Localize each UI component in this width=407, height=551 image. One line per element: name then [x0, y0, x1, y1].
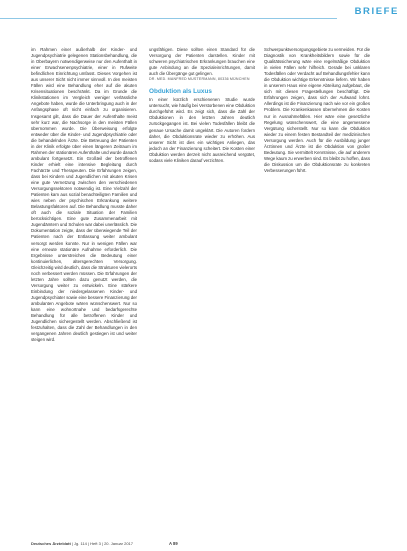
- page-number: A 89: [169, 541, 178, 546]
- section-title: BRIEFE: [354, 6, 399, 17]
- journal-citation: [31, 541, 133, 546]
- page-footer: [31, 541, 377, 549]
- letter-author-reference: DR. MED. MANFRED MUSTERMANN, 80336 MÜNCHEN: [149, 77, 250, 82]
- header-rule: [0, 18, 337, 19]
- letter-body-text: In einer kürzlich erschienenen Studie wurde untersucht, wie häufig bei Verstorbenen eine Obduktion durchgeführt wird. Es zeigt sich, dass die Zahl der Obduktionen in den letzten Jahren deutlich zurückgegangen ist. Bei vielen Todesfällen bleibt die genaue Ursache damit ungeklärt. Die Autoren fordern daher, die Obduktionsrate wieder zu erhöhen. Aus unserer Sicht ist dies ein wichtiges Anliegen, das jedoch an der Finanzierung scheitert. Die Kosten einer Obduktion werden derzeit nicht ausreichend vergütet, sodass viele Kliniken darauf verzichten.: [149, 97, 255, 163]
- text-column-2: [149, 47, 255, 164]
- letter-continuation-text: ungsfähigen. Diese sollten einen Standard für die Versorgung der Patienten darstellen. Kinder mit schweren psychiatrischen Erkrankungen brauchen eine gute Anbindung an die Spezialeinrichtungen, damit auch die Übergänge gut gelingen.: [149, 47, 255, 77]
- text-column-3: [264, 47, 370, 174]
- section-header: [0, 0, 407, 24]
- text-column-1: [31, 47, 137, 343]
- letter-body-text: im Rahmen einer außerhalb der Kinder- und Jugendpsychiatrie gelegenen Stationsbehandlung, die in Oberbayern notwendigerweise nur den Aufenthalt in einer Erwachsenenpsychiatrie, einer in Rufweite befindlichen Einrichtung umfasst. Dieses Vorgehen ist aus unserer Sicht nicht immer sinnvoll. In den meisten Fällen wird eine Behandlung eher auf die akuten Krisensituationen beschränkt. Da im Grunde die Klinikstationen im Vergleich weniger verlässliche Angebote haben, wurde die Unterbringung auch in der Anfangsphase oft nicht einfach zu organisieren. Insgesamt gilt, dass die Dauer der Aufenthalte meist sehr kurz war, die Nachsorge in den meisten Fällen übernommen wurde. Die Überweisung erfolgte entweder über die Kinder- und Jugendpsychiatrie oder die behandelnden Ärzte. Die Betreuung der Patienten in der Klinik erfolgte über einen längeren Zeitraum im Rahmen der stationären Aufenthalte und wurde danach ambulant fortgesetzt. Ein Großteil der betroffenen Kinder erhielt eine intensive Begleitung durch Fachärzte und Therapeuten. Die Erfahrungen zeigen, dass bei Kindern und Jugendlichen mit akuten Krisen eine gute Vernetzung zwischen den verschiedenen Versorgungssektoren notwendig ist. Eine Vielzahl der Patienten kam aus sozial benachteiligten Familien und wies neben der psychischen Erkrankung weitere Belastungsfaktoren auf. Die Behandlung musste daher oft auch die soziale Situation der Familien berücksichtigen. Eine gute Zusammenarbeit mit Jugendämtern und Schulen war dabei unerlässlich. Die Dokumentation zeigte, dass der überwiegende Teil der Patienten nach der Entlassung weiter ambulant versorgt werden konnte. Nur in wenigen Fällen war eine erneute stationäre Aufnahme erforderlich. Die Ergebnisse unterstreichen die Bedeutung einer kontinuierlichen, altersgerechten Versorgung. Gleichzeitig wird deutlich, dass die Strukturen vielerorts noch verbessert werden müssen. Die Erfahrungen der letzten Jahre sollten dazu genutzt werden, die Versorgung weiter zu entwickeln. Eine stärkere Einbindung der niedergelassenen Kinder- und Jugendpsychiater sowie eine bessere Finanzierung der ambulanten Angebote wären wünschenswert. Nur so kann eine wohnortnahe und bedarfsgerechte Behandlung für alle betroffenen Kinder und Jugendlichen sichergestellt werden. Abschließend ist festzuhalten, dass die Zahl der Behandlungen in den vergangenen Jahren deutlich gestiegen ist und weiter steigen wird.: [31, 47, 137, 343]
- letter-headline: Obduktion als Luxus: [149, 88, 212, 96]
- journal-issue: | Jg. 114 | Heft 3 | 20. Januar 2017: [70, 541, 133, 546]
- journal-name: Deutsches Ärzteblatt: [31, 541, 71, 546]
- letter-body-text: Schwerpunktversorgungsgebiete zu vermeiden. Für die Diagnostik von Krankheitsbildern sowie für die Qualitätssicherung wäre eine regelmäßige Obduktion in vielen Fällen sehr hilfreich. Gerade bei unklaren Todesfällen oder Verdacht auf Behandlungsfehler kann die Obduktion wichtige Erkenntnisse liefern. Wir haben in unserem Haus eine eigene Abteilung aufgebaut, die sich mit diesen Fragestellungen beschäftigt. Die Erfahrungen zeigen, dass sich der Aufwand lohnt. Allerdings ist die Finanzierung nach wie vor ein großes Problem. Die Krankenkassen übernehmen die Kosten nur in Ausnahmefällen. Hier wäre eine gesetzliche Regelung wünschenswert, die eine angemessene Vergütung sicherstellt. Nur so kann die Obduktion wieder zu einem festen Bestandteil der medizinischen Versorgung werden. Auch für die Ausbildung junger Ärztinnen und Ärzte ist die Obduktion von großer Bedeutung. Sie vermittelt Kenntnisse, die auf anderem Wege kaum zu erwerben sind. Es bleibt zu hoffen, dass die Diskussion um die Obduktionsrate zu konkreten Verbesserungen führt.: [264, 47, 370, 173]
